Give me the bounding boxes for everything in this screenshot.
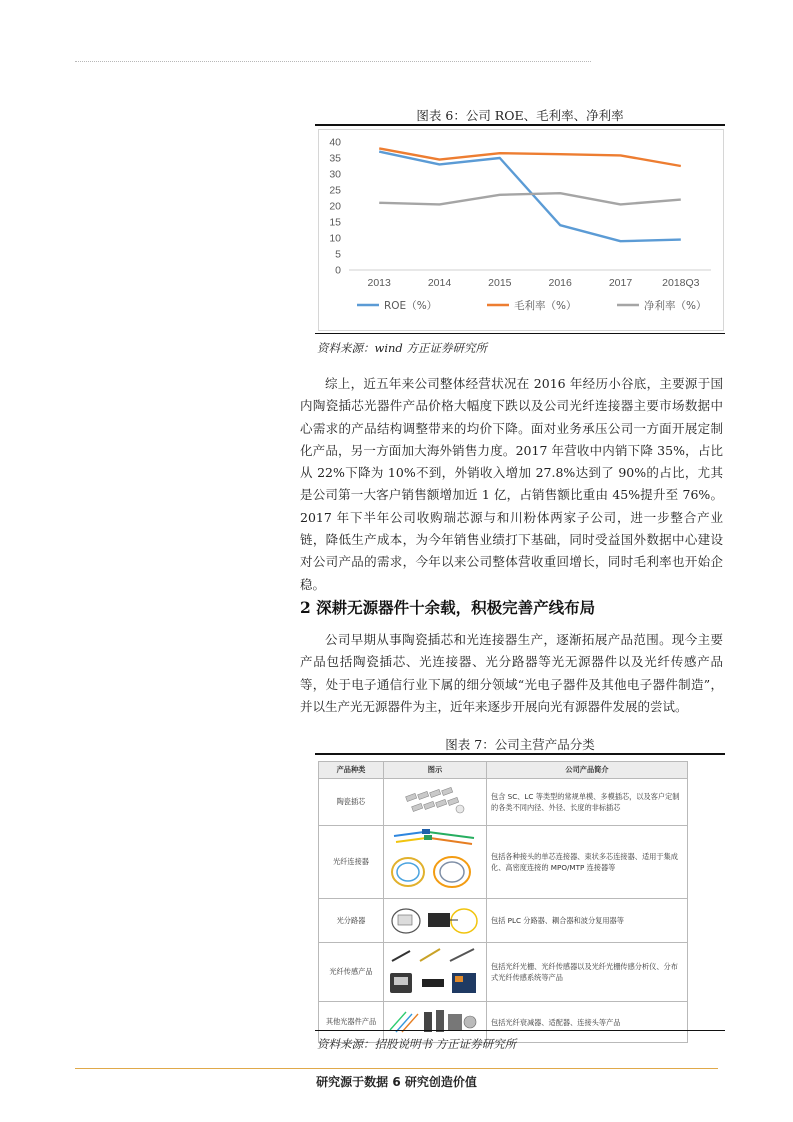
figure7-title: 图表 7：公司主营产品分类 [445,737,595,752]
footer-rule [75,1068,718,1069]
row-description: 包括光纤衰减器、适配器、连接头等产品 [487,1002,688,1043]
x-tick-label: 2016 [548,277,572,289]
y-tick-label: 5 [335,248,341,261]
legend-label-2: 净利率（%） [644,300,707,312]
y-tick-label: 40 [329,136,341,149]
row-category: 光纤连接器 [319,826,384,899]
table-row [319,826,688,899]
y-tick-label: 0 [335,264,341,277]
y-tick-label: 15 [329,216,341,229]
x-tick-label: 2015 [488,277,512,289]
figure6-bottom-rule [315,333,725,334]
y-tick-label: 20 [329,200,341,213]
figure6-source: 资料来源：wind 方正证券研究所 [317,341,487,355]
figure7-source: 资料来源：招股说明书 方正证券研究所 [317,1037,517,1051]
footer-slogan: 研究源于数据 6 研究创造价值 [316,1075,477,1089]
summary-paragraph: 综上，近五年来公司整体经营状况在 2016 年经历小谷底，主要源于国内陶瓷插芯光器件产品价格大幅度下跌以及公司光纤连接器主要市场数据中心需求的产品结构调整带来的均价下降。面对业务承压公司一方面开展定制化产品，另一方面加大海外销售力度。2017 年营收中内销下降 35%，占比从 22%下降为 10%不到，外销收入增加 27.8%达到了 90%的占比，尤其是公司第一大客户销售额增加近 1 亿，占销售额比重由 45%提升至 76%。2017 年下半年公司收购瑞芯源与和川粉体两家子公司，进一步整合产业链，降低生产成本，为今年销售业绩打下基础，同时受益国外数据中心建设对公司产品的需求，今年以来公司整体营收重回增长，同时毛利率也开始企稳。 [300,376,723,592]
y-tick-label: 10 [329,232,341,245]
series-line-2 [379,193,681,204]
splitter-image [384,899,487,943]
header-dotted-line [75,61,591,62]
y-tick-label: 25 [329,184,341,197]
figure6-title: 图表 6：公司 ROE、毛利率、净利率 [416,108,624,123]
row-category: 光纤传感产品 [319,943,384,1002]
sensor-image [384,943,487,1002]
table-row [319,943,688,1002]
figure6-top-rule [315,124,725,126]
table-row [319,899,688,943]
row-category: 陶瓷插芯 [319,779,384,826]
connector-image [384,826,487,899]
figure7-top-rule [315,753,725,755]
section-heading: 2 深耕无源器件十余载，积极完善产线布局 [300,598,596,617]
other-devices-illustration [384,1002,484,1040]
legend-label-1: 毛利率（%） [514,300,577,312]
row-description: 包括 PLC 分路器、耦合器和波分复用器等 [487,899,688,943]
row-category: 其他光器件产品 [319,1002,384,1043]
row-description: 包括各种接头的单芯连接器、束状多芯连接器、适用于集成化、高密度连接的 MPO/MTP 连接器等 [487,826,688,899]
legend-label-0: ROE（%） [384,300,438,312]
sensor-illustration [384,943,484,999]
ferrule-image [384,779,487,826]
y-tick-label: 30 [329,168,341,181]
row-description: 包括光纤光栅、光纤传感器以及光纤光栅传感分析仪、分布式光纤传感系统等产品 [487,943,688,1002]
connector-illustration [384,826,484,896]
header-image: 图示 [384,762,487,779]
chart-frame [318,129,724,331]
x-tick-label: 2017 [608,277,633,289]
header-category: 产品种类 [319,762,384,779]
row-category: 光分路器 [319,899,384,943]
splitter-illustration [384,899,484,940]
table-header-row [319,762,688,779]
figure7-bottom-rule [315,1030,725,1031]
row-description: 包含 SC、LC 等类型的常规单模、多模插芯，以及客户定制的各类不同内径、外径、长度的非标插芯 [487,779,688,826]
y-tick-label: 35 [329,152,341,165]
section-paragraph: 公司早期从事陶瓷插芯和光连接器生产，逐渐拓展产品范围。现今主要产品包括陶瓷插芯、光连接器、光分路器等光无源器件以及光纤传感产品等，处于电子通信行业下属的细分领域“光电子器件及其他电子器件制造”，并以生产光无源器件为主，近年来逐步开展向光有源器件发展的尝试。 [300,632,723,714]
ferrule-illustration [384,779,484,823]
x-tick-label: 2013 [367,277,391,289]
series-line-1 [379,148,681,166]
product-table [318,761,688,1043]
line-chart [319,130,723,330]
table-row [319,779,688,826]
x-tick-label: 2018Q3 [662,277,700,289]
x-tick-label: 2014 [427,277,452,289]
series-line-0 [379,152,681,242]
header-description: 公司产品简介 [487,762,688,779]
